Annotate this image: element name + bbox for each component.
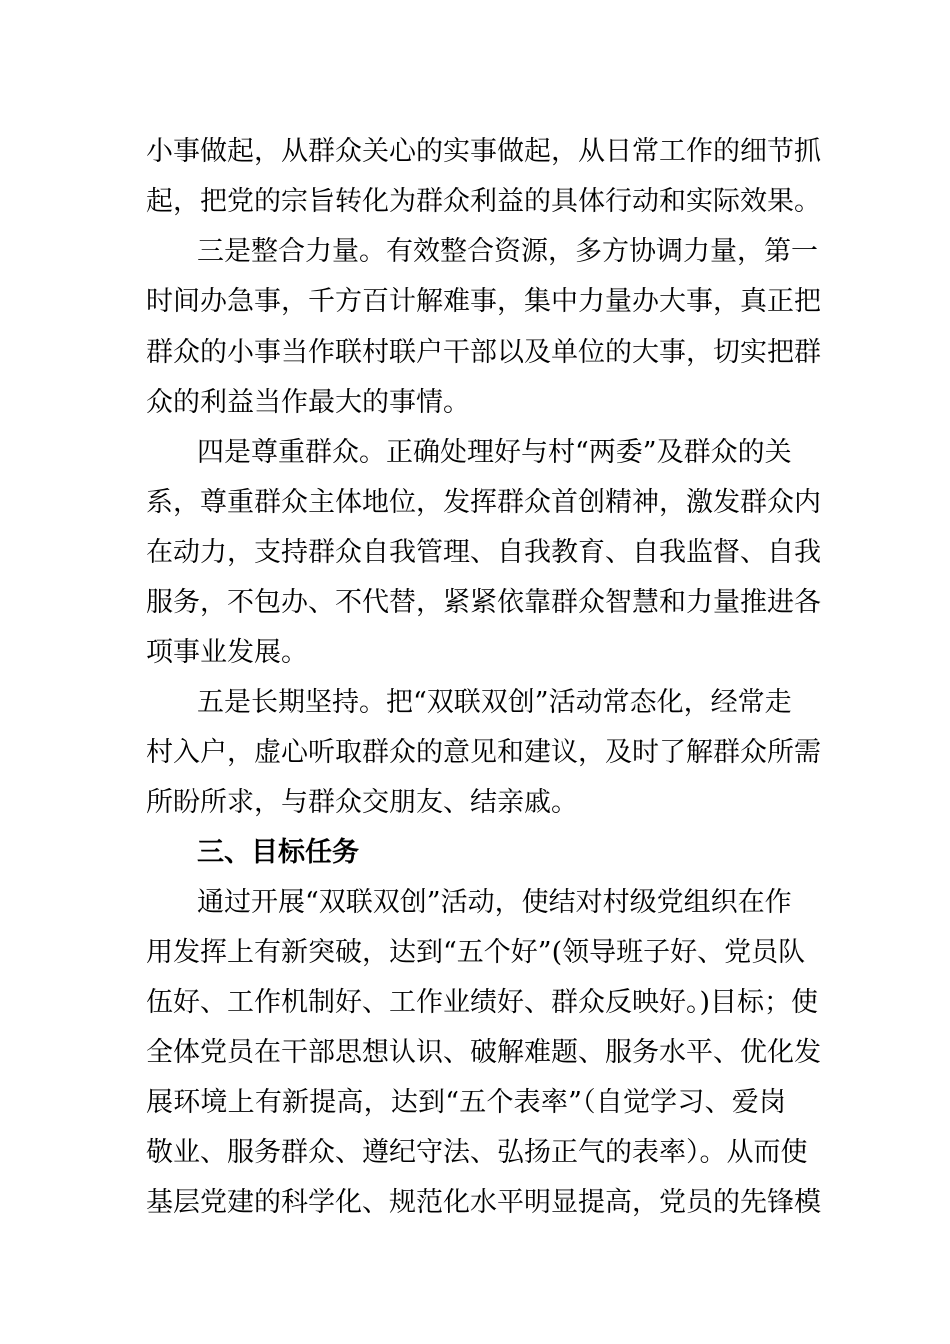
text-line	[0, 282, 950, 322]
text-line	[0, 483, 950, 523]
text-line	[0, 1133, 950, 1173]
line-text: 村入户，虚心听取群众的意见和建议，及时了解群众所需	[146, 737, 821, 768]
line-text: 系，尊重群众主体地位，发挥群众首创精神，激发群众内	[146, 487, 821, 518]
line-text: 基层党建的科学化、规范化水平明显提高，党员的先锋模	[146, 1187, 821, 1218]
line-text: 所盼所求，与群众交朋友、结亲戚。	[146, 787, 578, 818]
line-text: 用发挥上有新突破，达到“五个好”(领导班子好、党员队	[146, 937, 806, 968]
line-text: 众的利益当作最大的事情。	[146, 387, 470, 418]
line-text: 展环境上有新提高，达到“五个表率”（自觉学习、爱岗	[146, 1087, 786, 1118]
text-line	[0, 533, 950, 573]
line-text: 三是整合力量。有效整合资源，多方协调力量，第一	[197, 236, 818, 267]
text-line	[0, 1183, 950, 1223]
text-line	[0, 933, 950, 973]
text-line	[0, 983, 950, 1023]
text-line	[0, 883, 950, 923]
text-line	[0, 783, 950, 823]
line-text: 时间办急事，千方百计解难事，集中力量办大事，真正把	[146, 286, 821, 317]
line-text: 敬业、服务群众、遵纪守法、弘扬正气的表率）。从而使	[146, 1137, 808, 1168]
line-text: 四是尊重群众。正确处理好与村“两委”及群众的关	[197, 437, 792, 468]
text-line	[0, 333, 950, 373]
line-text: 小事做起，从群众关心的实事做起，从日常工作的细节抓	[146, 136, 821, 167]
line-text: 通过开展“双联双创”活动，使结对村级党组织在作	[197, 887, 792, 918]
text-line	[0, 132, 950, 172]
section-heading	[0, 833, 950, 873]
text-line	[0, 1083, 950, 1123]
text-line	[0, 733, 950, 773]
text-line	[0, 433, 950, 473]
text-line	[0, 182, 950, 222]
line-text: 五是长期坚持。把“双联双创”活动常态化，经常走	[197, 687, 792, 718]
text-line	[0, 1033, 950, 1073]
line-text: 起，把党的宗旨转化为群众利益的具体行动和实际效果。	[146, 186, 821, 217]
line-text: 项事业发展。	[146, 637, 308, 668]
line-text: 服务，不包办、不代替，紧紧依靠群众智慧和力量推进各	[146, 587, 821, 618]
text-line	[0, 633, 950, 673]
line-text: 伍好、工作机制好、工作业绩好、群众反映好。)目标；使	[146, 987, 819, 1018]
heading-text: 三、目标任务	[197, 837, 359, 868]
line-text: 全体党员在干部思想认识、破解难题、服务水平、优化发	[146, 1037, 821, 1068]
text-line	[0, 383, 950, 423]
line-text: 群众的小事当作联村联户干部以及单位的大事，切实把群	[146, 337, 821, 368]
text-line	[0, 232, 950, 272]
text-line	[0, 583, 950, 623]
line-text: 在动力，支持群众自我管理、自我教育、自我监督、自我	[146, 537, 821, 568]
text-line	[0, 683, 950, 723]
